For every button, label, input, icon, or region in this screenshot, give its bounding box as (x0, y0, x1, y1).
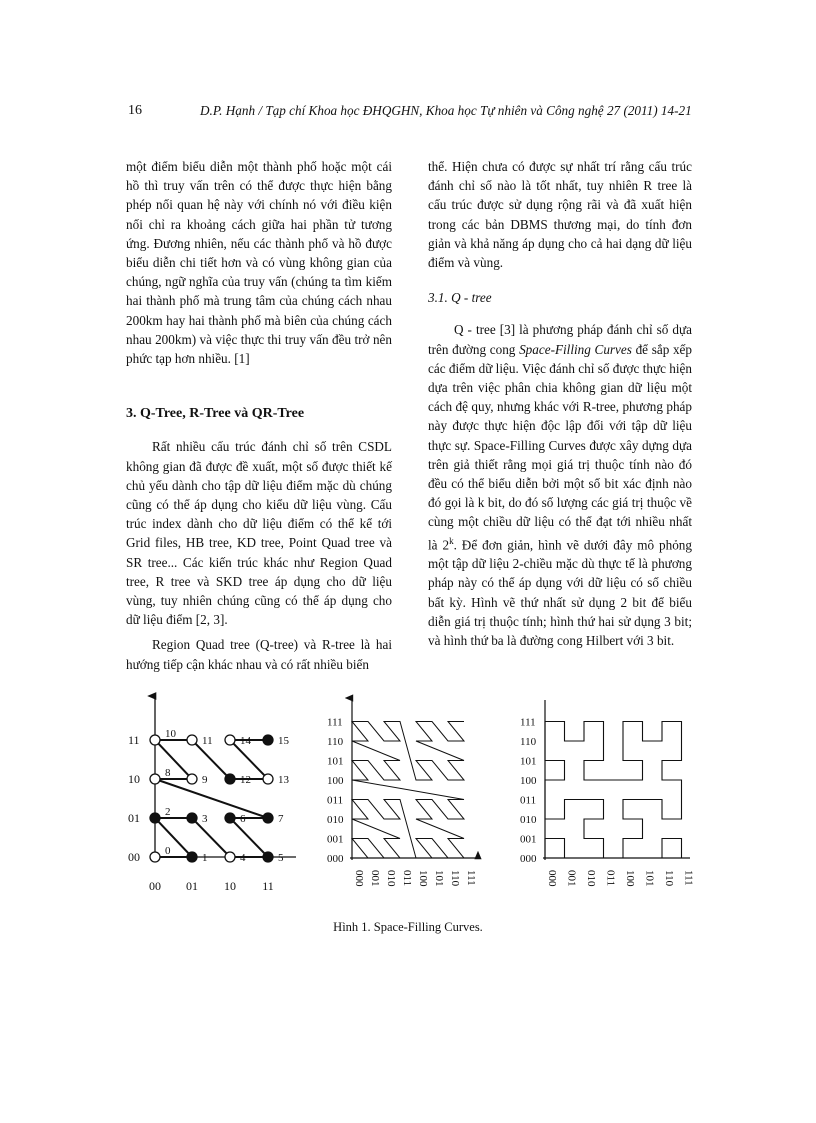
curve-node (225, 813, 235, 823)
node-label: 5 (278, 852, 284, 864)
y-tick-label: 010 (327, 814, 344, 826)
x-tick-label: 000 (546, 870, 558, 887)
x-tick-label: 11 (262, 879, 274, 893)
y-tick-label: 01 (128, 811, 140, 825)
x-tick-label: 10 (224, 879, 236, 893)
left-paragraph-1: một điểm biểu diễn một thành phố hoặc một cái hồ thì truy vấn trên có thể được thực hiện bằng phép nối quan hệ này với chính nó với điều kiện nối chỉ ra khoảng cách giữa hai phần tử tương ứng. Đương nhiên, nếu các thành phố và hồ được biểu diễn chi tiết hơn và có vùng không gian của chúng, ngữ nghĩa của truy vấn (chúng ta tìm kiếm hai thành phố mà trung tâm của chúng cách nhau 200km hay hai thành phố mà biên của chúng cách nhau 200km) và việc thực thi truy vấn đều trở nên phức tạp hơn nhiều. [1] (126, 159, 392, 367)
curve-node (150, 852, 160, 862)
y-tick-label: 00 (128, 850, 140, 864)
z-order-2bit-figure (128, 696, 296, 893)
node-label: 8 (165, 767, 171, 779)
node-label: 7 (278, 813, 284, 825)
node-label: 0 (165, 845, 171, 857)
y-tick-label: 100 (520, 775, 537, 787)
x-tick-label: 011 (604, 870, 617, 887)
curve-node (187, 735, 197, 745)
figure-caption: Hình 1. Space-Filling Curves. (333, 920, 483, 934)
curve-node (187, 774, 197, 784)
curve-node (225, 735, 235, 745)
node-label: 11 (202, 735, 213, 747)
y-tick-label: 100 (327, 775, 344, 787)
x-tick-label: 001 (565, 870, 578, 887)
node-label: 4 (240, 852, 246, 864)
x-tick-label: 101 (433, 870, 445, 887)
node-label: 9 (202, 774, 208, 786)
hilbert-curve-path (545, 722, 682, 859)
y-tick-label: 111 (520, 716, 536, 729)
x-tick-label: 000 (353, 870, 365, 887)
x-tick-label: 010 (385, 870, 397, 887)
x-tick-label: 110 (663, 870, 675, 887)
subsection-heading: 3.1. Q - tree (428, 290, 492, 306)
y-tick-label: 110 (520, 736, 537, 748)
curve-node (263, 852, 273, 862)
y-tick-label: 001 (520, 833, 537, 846)
curve-node (150, 813, 160, 823)
node-label: 12 (240, 774, 251, 786)
x-tick-label: 110 (449, 870, 461, 887)
x-tick-label: 010 (585, 870, 597, 887)
node-label: 2 (165, 806, 171, 818)
y-tick-label: 000 (520, 853, 537, 865)
z-order-3bit-figure (327, 698, 478, 887)
x-tick-label: 100 (417, 870, 429, 887)
curve-node (150, 735, 160, 745)
x-tick-label: 111 (465, 870, 477, 886)
x-tick-label: 01 (186, 879, 198, 893)
node-label: 14 (240, 735, 251, 747)
curve-node (225, 774, 235, 784)
node-label: 3 (202, 813, 208, 825)
x-tick-label: 011 (401, 870, 413, 887)
curve-node (187, 813, 197, 823)
node-label: 13 (278, 774, 289, 786)
curve-node (263, 735, 273, 745)
y-tick-label: 110 (327, 736, 344, 748)
page-number: 16 (128, 103, 142, 118)
running-title: D.P. Hạnh / Tạp chí Khoa học ĐHQGHN, Khoa học Tự nhiên và Công nghệ 27 (2011) 14-21 (200, 103, 692, 118)
curve-node (263, 813, 273, 823)
y-tick-label: 011 (520, 794, 537, 807)
node-label: 15 (278, 735, 289, 747)
node-label: 1 (202, 852, 208, 864)
y-tick-label: 101 (327, 755, 344, 768)
y-tick-label: 10 (128, 772, 140, 786)
left-paragraph-3: Region Quad tree (Q-tree) và R-tree là hai hướng tiếp cận khác nhau và có rất nhiều biến (126, 637, 392, 672)
right-paragraph-2: Q - tree [3] là phương pháp đánh chỉ số dựa trên đường cong Space-Filling Curves để sắp xếp các điểm dữ liệu. Việc đánh chỉ số được thực hiện dựa trên việc phân chia không gian dữ liệu một cách đệ quy, nhưng khác với R-tree, phương pháp này được thực hiện độc lập đối với tập dữ liệu thực sự. Space-Filling Curves được xây dựng dựa trên giả thiết rằng mọi giá trị thuộc tính nào đó đều có thể biểu diễn bởi một số bit xác định nào đó gọi là k bit, do đó số lượng các giá trị thuộc về cùng một chiều dữ liệu có thể đạt tới nhiều nhất là 2$^k$. Để đơn giản, hình vẽ dưới đây mô phỏng một tập dữ liệu 2-chiều mặc dù thực tế là phương pháp này có thể áp dụng với dữ liệu có số chiều bất kỳ. Hình vẽ thứ nhất sử dụng 2 bit để biểu diễn giá trị thuộc tính; hình thứ hai sử dụng 3 bit; và hình thứ ba là đường cong Hilbert với 3 bit. (428, 322, 693, 649)
z-curve-path (352, 722, 464, 859)
x-tick-label: 00 (149, 879, 161, 893)
x-tick-label: 100 (624, 870, 636, 887)
y-tick-label: 111 (327, 716, 343, 729)
y-tick-label: 010 (520, 814, 537, 826)
z-curve-path (155, 740, 268, 857)
curve-node (263, 774, 273, 784)
y-tick-label: 101 (520, 755, 537, 768)
hilbert-3bit-figure (520, 700, 695, 887)
x-tick-label: 101 (643, 870, 656, 887)
left-paragraph-2: Rất nhiều cấu trúc đánh chỉ số trên CSDL không gian đã được đề xuất, một số được thiết kế chủ yếu dành cho tập dữ liệu điểm mặc dù chúng cũng có thể áp dụng cho kiểu dữ liệu vùng. Cấu trúc index dành cho dữ liệu điểm có thể kể tới Grid files, HB tree, KD tree, Point Quad tree và SR tree... Các kiến trúc khác như Region Quad tree, R tree và SKD tree áp dụng cho dữ liệu vùng, tuy nhiên chúng cũng có thể áp dụng cho dữ liệu điểm [2, 3]. (126, 439, 392, 628)
curve-node (187, 852, 197, 862)
y-tick-label: 000 (327, 853, 344, 865)
y-tick-label: 001 (327, 833, 344, 846)
node-label: 6 (240, 813, 246, 825)
x-tick-label: 111 (682, 870, 695, 886)
node-label: 10 (165, 728, 176, 740)
right-paragraph-1: thể. Hiện chưa có được sự nhất trí rằng cấu trúc đánh chỉ số nào là tốt nhất, tuy nhiên R tree là cấu trúc được sử dụng rộng rãi và đã xuất hiện trong các bản DBMS thương mại, do tính đơn giản và khả năng áp dụng cho cả hai dạng dữ liệu điểm và vùng. (428, 159, 692, 271)
curve-node (150, 774, 160, 784)
section-heading: 3. Q-Tree, R-Tree và QR-Tree (126, 406, 305, 422)
y-tick-label: 11 (128, 733, 140, 747)
x-tick-label: 001 (369, 870, 381, 887)
y-tick-label: 011 (327, 794, 344, 807)
curve-node (225, 852, 235, 862)
